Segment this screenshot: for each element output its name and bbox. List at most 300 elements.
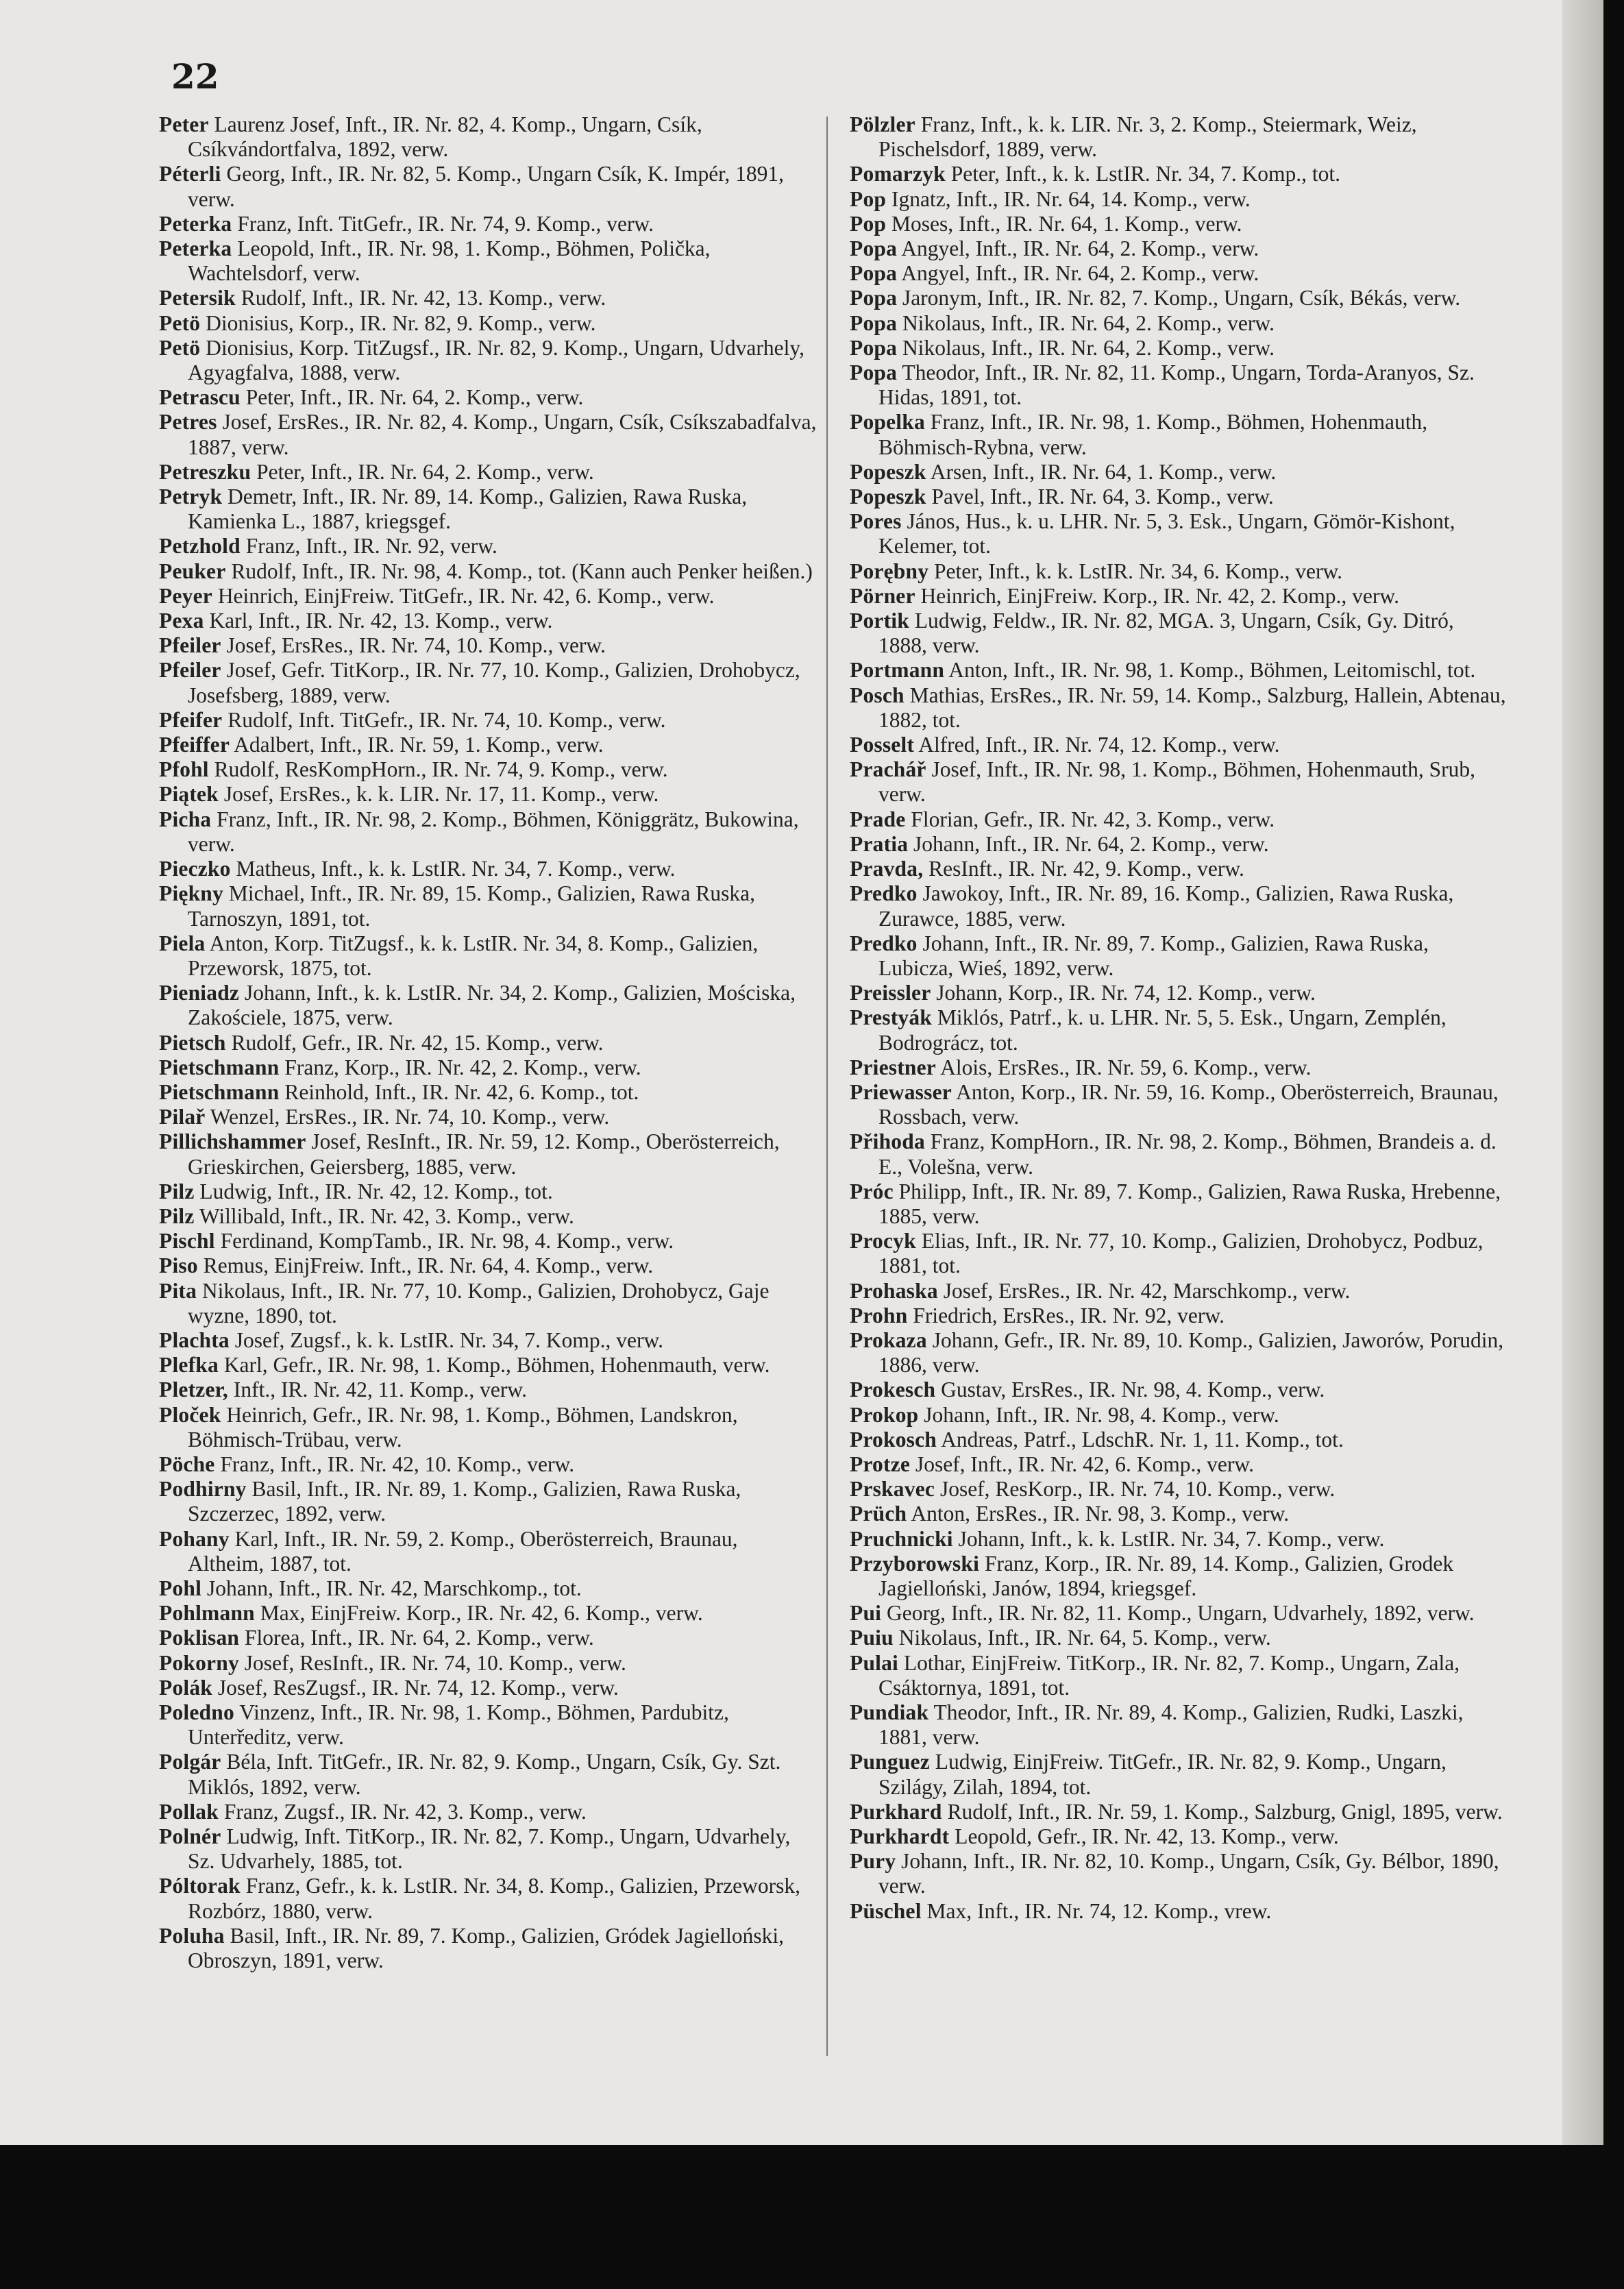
page-number: 22	[171, 56, 219, 97]
list-entry	[850, 509, 1508, 559]
entry-details: Franz, Inft., IR. Nr. 98, 2. Komp., Böhmen, Königgrätz, Bukowina, verw.	[188, 807, 799, 856]
entry-details: Anton, ErsRes., IR. Nr. 98, 3. Komp., verw.	[911, 1502, 1290, 1526]
list-entry	[850, 1527, 1508, 1552]
list-entry	[159, 807, 817, 857]
list-entry	[159, 584, 817, 609]
entry-details: Josef, ResZugsf., IR. Nr. 74, 12. Komp., verw.	[217, 1675, 619, 1700]
list-entry	[159, 1651, 817, 1676]
list-entry	[850, 832, 1508, 857]
entry-details: Heinrich, EinjFreiw. TitGefr., IR. Nr. 42, 6. Komp., verw.	[217, 583, 715, 608]
entry-surname: Picha	[159, 807, 212, 831]
entry-surname: Pollak	[159, 1799, 219, 1824]
entry-details: Johann, Inft., IR. Nr. 42, Marschkomp., tot.	[206, 1576, 582, 1600]
list-entry	[850, 584, 1508, 609]
entry-surname: Prokaza	[850, 1327, 927, 1352]
list-entry	[159, 1800, 817, 1824]
entry-surname: Peter	[159, 112, 209, 136]
list-entry	[159, 1626, 817, 1650]
entry-surname: Pury	[850, 1849, 896, 1874]
entry-surname: Ploček	[159, 1402, 221, 1427]
list-entry	[159, 931, 817, 981]
list-entry	[850, 1626, 1508, 1650]
list-entry	[850, 286, 1508, 310]
entry-details: Friedrich, ErsRes., IR. Nr. 92, verw.	[913, 1303, 1225, 1327]
entry-details: Heinrich, Gefr., IR. Nr. 98, 1. Komp., Böhmen, Landskron, Böhmisch-Trübau, verw.	[188, 1402, 738, 1452]
entry-details: Mathias, ErsRes., IR. Nr. 59, 14. Komp., Salzburg, Hallein, Abtenau, 1882, tot.	[878, 683, 1506, 732]
list-entry	[850, 1552, 1508, 1601]
list-entry	[159, 1477, 817, 1526]
entry-surname: Popa	[850, 261, 898, 286]
entry-surname: Posch	[850, 683, 905, 707]
entry-details: Florian, Gefr., IR. Nr. 42, 3. Komp., verw.	[911, 807, 1275, 831]
list-entry	[159, 1924, 817, 1973]
list-entry	[850, 162, 1508, 186]
entry-surname: Polnér	[159, 1824, 221, 1849]
list-entry	[850, 807, 1508, 832]
entry-surname: Peterka	[159, 236, 232, 261]
entry-surname: Portmann	[850, 658, 945, 683]
list-entry	[159, 981, 817, 1030]
entry-details: Basil, Inft., IR. Nr. 89, 7. Komp., Galizien, Gródek Jagielloński, Obroszyn, 1891, verw.	[188, 1923, 784, 1973]
list-entry	[850, 931, 1508, 981]
entry-surname: Polgár	[159, 1750, 221, 1774]
entry-details: Karl, Inft., IR. Nr. 42, 13. Komp., verw.	[209, 609, 553, 633]
entry-surname: Pfeiler	[159, 658, 221, 683]
list-entry	[850, 1378, 1508, 1402]
list-entry	[850, 1055, 1508, 1080]
entry-surname: Piela	[159, 931, 206, 955]
list-entry	[159, 757, 817, 782]
entry-surname: Pexa	[159, 609, 204, 633]
entry-details: Franz, Inft., IR. Nr. 92, verw.	[245, 534, 497, 559]
list-entry	[159, 212, 817, 236]
list-entry	[850, 733, 1508, 757]
list-entry	[159, 1601, 817, 1626]
entry-surname: Přihoda	[850, 1129, 925, 1154]
entry-details: Franz, Inft. TitGefr., IR. Nr. 74, 9. Komp., verw.	[237, 211, 654, 236]
entry-surname: Purkhard	[850, 1799, 942, 1824]
entry-surname: Polák	[159, 1675, 213, 1700]
list-entry	[850, 658, 1508, 683]
entry-details: Nikolaus, Inft., IR. Nr. 64, 2. Komp., verw.	[902, 335, 1275, 360]
list-entry	[159, 460, 817, 485]
list-entry	[850, 187, 1508, 212]
entry-surname: Popelka	[850, 410, 925, 434]
entry-surname: Plachta	[159, 1327, 230, 1352]
list-entry	[850, 1477, 1508, 1502]
entry-details: Rudolf, Inft., IR. Nr. 42, 13. Komp., verw.	[241, 286, 606, 310]
list-entry	[850, 1601, 1508, 1626]
entry-surname: Popeszk	[850, 485, 926, 509]
list-entry	[159, 1750, 817, 1799]
entry-surname: Peyer	[159, 583, 212, 608]
page-edge	[1562, 0, 1603, 2145]
entry-details: Johann, Inft., k. k. LstIR. Nr. 34, 2. Komp., Galizien, Mościska, Zakościele, 1875, verw.	[188, 981, 796, 1030]
entry-details: Philipp, Inft., IR. Nr. 89, 7. Komp., Galizien, Rawa Ruska, Hrebenne, 1885, verw.	[878, 1179, 1501, 1228]
list-entry	[159, 385, 817, 410]
entry-details: Josef, Gefr. TitKorp., IR. Nr. 77, 10. Komp., Galizien, Drohobycz, Josefsberg, 1889, verw.	[188, 658, 800, 707]
entry-surname: Petzhold	[159, 534, 241, 559]
entry-surname: Pietsch	[159, 1030, 226, 1055]
entry-surname: Pieczko	[159, 857, 231, 881]
list-entry	[159, 162, 817, 211]
entry-surname: Prohaska	[850, 1278, 938, 1303]
entry-details: Alois, ErsRes., IR. Nr. 59, 6. Komp., verw.	[940, 1055, 1312, 1079]
entry-details: Peter, Inft., k. k. LstIR. Nr. 34, 7. Komp., tot.	[950, 162, 1341, 186]
entry-surname: Petersik	[159, 286, 236, 310]
entry-details: Peter, Inft., IR. Nr. 64, 2. Komp., verw.	[245, 385, 584, 410]
entry-surname: Pletzer,	[159, 1378, 228, 1402]
entry-details: Johann, Korp., IR. Nr. 74, 12. Komp., verw.	[936, 981, 1316, 1005]
list-entry	[850, 1452, 1508, 1477]
list-entry	[159, 658, 817, 707]
entry-surname: Purkhardt	[850, 1824, 950, 1849]
list-entry	[850, 1229, 1508, 1278]
entry-details: Josef, Inft., IR. Nr. 98, 1. Komp., Böhmen, Hohenmauth, Srub, verw.	[878, 757, 1476, 807]
entry-surname: Prokesch	[850, 1378, 936, 1402]
entry-surname: Prskavec	[850, 1477, 935, 1502]
entry-details: Franz, Korp., IR. Nr. 42, 2. Komp., verw.	[284, 1055, 641, 1079]
entry-details: Michael, Inft., IR. Nr. 89, 15. Komp., Galizien, Rawa Ruska, Tarnoszyn, 1891, tot.	[188, 881, 755, 931]
list-entry	[850, 683, 1508, 733]
list-entry	[159, 1055, 817, 1080]
list-entry	[159, 1031, 817, 1055]
entry-details: Johann, Inft., IR. Nr. 98, 4. Komp., verw.	[924, 1402, 1279, 1427]
entry-details: Rudolf, Gefr., IR. Nr. 42, 15. Komp., verw.	[231, 1030, 604, 1055]
entry-surname: Pokorny	[159, 1650, 239, 1675]
entry-details: Peter, Inft., IR. Nr. 64, 2. Komp., verw.	[256, 459, 594, 484]
entry-surname: Pietschmann	[159, 1055, 280, 1079]
entry-details: Franz, Inft., IR. Nr. 42, 10. Komp., verw.	[220, 1452, 575, 1476]
entry-surname: Pilz	[159, 1179, 195, 1203]
list-entry	[159, 485, 817, 534]
entry-surname: Pfeiler	[159, 633, 221, 658]
entry-details: Nikolaus, Inft., IR. Nr. 64, 2. Komp., verw.	[902, 310, 1275, 335]
entry-surname: Poklisan	[159, 1626, 240, 1650]
entry-surname: Prokop	[850, 1402, 919, 1427]
list-entry	[850, 112, 1508, 162]
entry-surname: Pfohl	[159, 757, 209, 782]
entry-surname: Pfeiffer	[159, 733, 230, 757]
entry-details: Max, EinjFreiw. Korp., IR. Nr. 42, 6. Komp., verw.	[260, 1601, 703, 1626]
list-entry	[159, 1179, 817, 1204]
list-entry	[850, 757, 1508, 807]
entry-surname: Piątek	[159, 782, 219, 807]
list-entry	[159, 1700, 817, 1750]
entry-details: Heinrich, EinjFreiw. Korp., IR. Nr. 42, 2. Komp., verw.	[920, 583, 1399, 608]
entry-details: Angyel, Inft., IR. Nr. 64, 2. Komp., verw.	[901, 261, 1259, 286]
entry-details: Remus, EinjFreiw. Inft., IR. Nr. 64, 4. Komp., verw.	[203, 1253, 654, 1278]
entry-details: Dionisius, Korp., IR. Nr. 82, 9. Komp., verw.	[206, 310, 596, 335]
entry-surname: Petres	[159, 410, 217, 434]
list-entry	[850, 460, 1508, 485]
entry-details: Anton, Korp. TitZugsf., k. k. LstIR. Nr. 34, 8. Komp., Galizien, Przeworsk, 1875, tot.	[188, 931, 759, 980]
list-entry	[159, 336, 817, 385]
list-entry	[159, 1874, 817, 1923]
entry-surname: Petö	[159, 335, 201, 360]
entry-details: Franz, Zugsf., IR. Nr. 42, 3. Komp., verw.	[223, 1799, 587, 1824]
entry-surname: Poledno	[159, 1700, 234, 1724]
entry-surname: Pilař	[159, 1105, 206, 1129]
list-entry	[850, 1700, 1508, 1750]
entry-details: Georg, Inft., IR. Nr. 82, 5. Komp., Ungarn Csík, K. Impér, 1891, verw.	[188, 162, 785, 211]
entry-details: Ludwig, Feldw., IR. Nr. 82, MGA. 3, Ungarn, Csík, Gy. Ditró, 1888, verw.	[878, 609, 1454, 658]
list-entry	[850, 336, 1508, 360]
entry-surname: Prade	[850, 807, 906, 831]
entry-details: Georg, Inft., IR. Nr. 82, 11. Komp., Ungarn, Udvarhely, 1892, verw.	[887, 1601, 1475, 1626]
entry-details: Josef, ResInft., IR. Nr. 74, 10. Komp., verw.	[244, 1650, 626, 1675]
entry-details: Pavel, Inft., IR. Nr. 64, 3. Komp., verw.	[931, 485, 1274, 509]
entry-details: Karl, Inft., IR. Nr. 59, 2. Komp., Oberösterreich, Braunau, Altheim, 1887, tot.	[188, 1526, 738, 1576]
entry-details: Josef, ErsRes., k. k. LIR. Nr. 17, 11. Komp., verw.	[223, 782, 659, 807]
entry-details: Demetr, Inft., IR. Nr. 89, 14. Komp., Galizien, Rawa Ruska, Kamienka L., 1887, kriegsgef.	[188, 485, 748, 534]
list-entry	[159, 1403, 817, 1452]
list-entry	[850, 311, 1508, 336]
entry-surname: Pundiak	[850, 1700, 929, 1724]
list-entry	[159, 733, 817, 757]
list-entry	[159, 1353, 817, 1378]
entry-surname: Priewasser	[850, 1079, 952, 1104]
list-entry	[850, 1899, 1508, 1924]
list-entry	[850, 485, 1508, 509]
entry-surname: Pillichshammer	[159, 1129, 306, 1154]
entry-surname: Pui	[850, 1601, 882, 1626]
entry-surname: Pöche	[159, 1452, 215, 1476]
right-column	[850, 112, 1508, 1924]
entry-details: Florea, Inft., IR. Nr. 64, 2. Komp., verw.	[245, 1626, 594, 1650]
entry-details: Laurenz Josef, Inft., IR. Nr. 82, 4. Komp., Ungarn, Csík, Csíkvándortfalva, 1892, verw.	[188, 112, 702, 162]
entry-surname: Predko	[850, 931, 918, 955]
entry-surname: Prestyák	[850, 1005, 933, 1030]
list-entry	[159, 559, 817, 584]
entry-surname: Pohany	[159, 1526, 230, 1551]
list-entry	[159, 1452, 817, 1477]
entry-details: Elias, Inft., IR. Nr. 77, 10. Komp., Galizien, Drohobycz, Podbuz, 1881, tot.	[878, 1229, 1484, 1278]
entry-surname: Pohlmann	[159, 1601, 255, 1626]
entry-details: Franz, Inft., k. k. LIR. Nr. 3, 2. Komp., Steiermark, Weiz, Pischelsdorf, 1889, verw.	[878, 112, 1417, 162]
entry-details: Johann, Inft., IR. Nr. 64, 2. Komp., verw.	[913, 831, 1269, 856]
list-entry	[159, 1328, 817, 1353]
entry-details: Rudolf, ResKompHorn., IR. Nr. 74, 9. Komp., verw.	[214, 757, 668, 782]
entry-details: Ferdinand, KompTamb., IR. Nr. 98, 4. Komp., verw.	[220, 1229, 674, 1253]
entry-surname: Peuker	[159, 559, 226, 583]
entry-details: Dionisius, Korp. TitZugsf., IR. Nr. 82, 9. Komp., Ungarn, Udvarhely, Agyagfalva, 1888, verw.	[188, 335, 804, 385]
list-entry	[159, 1229, 817, 1253]
entry-surname: Popeszk	[850, 459, 926, 484]
entry-details: Ludwig, Inft. TitKorp., IR. Nr. 82, 7. Komp., Ungarn, Udvarhely, Sz. Udvarhely, 1885, tot.	[188, 1824, 791, 1874]
list-entry	[850, 236, 1508, 261]
entry-details: Ignatz, Inft., IR. Nr. 64, 14. Komp., verw.	[891, 186, 1251, 211]
list-entry	[850, 1303, 1508, 1328]
entry-surname: Protze	[850, 1452, 911, 1476]
list-entry	[850, 1849, 1508, 1898]
entry-surname: Predko	[850, 881, 918, 906]
list-entry	[850, 881, 1508, 931]
list-entry	[850, 261, 1508, 286]
entry-details: Willibald, Inft., IR. Nr. 42, 3. Komp., verw.	[199, 1203, 574, 1228]
entry-details: Reinhold, Inft., IR. Nr. 42, 6. Komp., tot.	[284, 1079, 639, 1104]
entry-details: Rudolf, Inft. TitGefr., IR. Nr. 74, 10. Komp., verw.	[227, 707, 666, 732]
entry-surname: Pischl	[159, 1229, 215, 1253]
list-entry	[159, 1676, 817, 1700]
entry-surname: Posselt	[850, 733, 915, 757]
list-entry	[159, 782, 817, 807]
entry-details: Arsen, Inft., IR. Nr. 64, 1. Komp., verw.	[930, 459, 1277, 484]
entry-details: Rudolf, Inft., IR. Nr. 98, 4. Komp., tot. (Kann auch Penker heißen.)	[231, 559, 813, 583]
entry-surname: Priestner	[850, 1055, 936, 1079]
list-entry	[159, 609, 817, 633]
column-divider	[826, 117, 828, 2056]
entry-details: Jaronym, Inft., IR. Nr. 82, 7. Komp., Ungarn, Csík, Békás, verw.	[902, 286, 1461, 310]
entry-surname: Póltorak	[159, 1874, 241, 1898]
entry-surname: Pores	[850, 509, 902, 534]
entry-surname: Preissler	[850, 981, 931, 1005]
list-entry	[850, 559, 1508, 584]
list-entry	[850, 609, 1508, 658]
entry-details: Moses, Inft., IR. Nr. 64, 1. Komp., verw.	[891, 211, 1242, 236]
entry-details: Johann, Gefr., IR. Nr. 89, 10. Komp., Galizien, Jaworów, Porudin, 1886, verw.	[878, 1327, 1504, 1378]
entry-details: Nikolaus, Inft., IR. Nr. 64, 5. Komp., verw.	[898, 1626, 1271, 1650]
entry-details: Lothar, EinjFreiw. TitKorp., IR. Nr. 82, 7. Komp., Ungarn, Zala, Csáktornya, 1891, tot.	[878, 1650, 1460, 1700]
list-entry	[159, 534, 817, 559]
entry-details: Leopold, Inft., IR. Nr. 98, 1. Komp., Böhmen, Polička, Wachtelsdorf, verw.	[188, 236, 711, 286]
entry-surname: Prüch	[850, 1502, 907, 1526]
entry-details: Matheus, Inft., k. k. LstIR. Nr. 34, 7. Komp., verw.	[236, 857, 676, 881]
entry-details: Johann, Inft., IR. Nr. 82, 10. Komp., Ungarn, Csík, Gy. Bélbor, 1890, verw.	[878, 1849, 1499, 1898]
entry-surname: Pomarzyk	[850, 162, 946, 186]
entry-surname: Pravda,	[850, 857, 924, 881]
entry-details: ResInft., IR. Nr. 42, 9. Komp., verw.	[928, 857, 1244, 881]
entry-details: Josef, ResInft., IR. Nr. 59, 12. Komp., Oberösterreich, Grieskirchen, Geiersberg, 1885, verw.	[188, 1129, 780, 1179]
list-entry	[850, 1328, 1508, 1378]
entry-surname: Petryk	[159, 485, 223, 509]
list-entry	[850, 1502, 1508, 1526]
entry-surname: Pratia	[850, 831, 909, 856]
list-entry	[159, 1129, 817, 1179]
entry-surname: Próc	[850, 1179, 894, 1203]
entry-surname: Pulai	[850, 1650, 899, 1675]
entry-details: Adalbert, Inft., IR. Nr. 59, 1. Komp., verw.	[234, 733, 604, 757]
list-entry	[159, 236, 817, 286]
list-entry	[850, 1179, 1508, 1229]
entry-surname: Pieniadz	[159, 981, 240, 1005]
list-entry	[159, 1576, 817, 1601]
entry-details: Alfred, Inft., IR. Nr. 74, 12. Komp., verw.	[918, 733, 1280, 757]
list-entry	[159, 410, 817, 459]
entry-surname: Piso	[159, 1253, 198, 1278]
list-entry	[159, 1253, 817, 1278]
entry-surname: Pruchnicki	[850, 1526, 953, 1551]
list-entry	[159, 1527, 817, 1576]
entry-details: Nikolaus, Inft., IR. Nr. 77, 10. Komp., Galizien, Drohobycz, Gaje wyzne, 1890, tot.	[188, 1278, 770, 1327]
entry-surname: Petö	[159, 310, 201, 335]
entry-surname: Pohl	[159, 1576, 202, 1600]
entry-details: Max, Inft., IR. Nr. 74, 12. Komp., vrew.	[926, 1898, 1272, 1923]
entry-details: Gustav, ErsRes., IR. Nr. 98, 4. Komp., verw.	[941, 1378, 1325, 1402]
list-entry	[850, 360, 1508, 410]
list-entry	[850, 410, 1508, 459]
entry-details: Inft., IR. Nr. 42, 11. Komp., verw.	[233, 1378, 527, 1402]
entry-surname: Peterka	[159, 211, 232, 236]
list-entry	[159, 881, 817, 931]
list-entry	[850, 1080, 1508, 1129]
entry-surname: Plefka	[159, 1353, 219, 1378]
entry-details: Karl, Gefr., IR. Nr. 98, 1. Komp., Böhmen, Hohenmauth, verw.	[223, 1353, 770, 1378]
entry-details: János, Hus., k. u. LHR. Nr. 5, 3. Esk., Ungarn, Gömör-Kishont, Kelemer, tot.	[878, 509, 1455, 559]
entry-surname: Popa	[850, 286, 898, 310]
list-entry	[159, 857, 817, 881]
entry-details: Josef, ErsRes., IR. Nr. 42, Marschkomp., verw.	[943, 1278, 1351, 1303]
list-entry	[159, 112, 817, 162]
entry-surname: Pop	[850, 186, 887, 211]
entry-surname: Petreszku	[159, 459, 251, 484]
entry-surname: Péterli	[159, 162, 221, 186]
entry-surname: Prohn	[850, 1303, 908, 1327]
entry-details: Franz, KompHorn., IR. Nr. 98, 2. Komp., Böhmen, Brandeis a. d. E., Volešna, verw.	[878, 1129, 1497, 1179]
entry-surname: Piękny	[159, 881, 223, 906]
list-entry	[850, 1129, 1508, 1179]
list-entry	[159, 1204, 817, 1229]
entry-details: Anton, Inft., IR. Nr. 98, 1. Komp., Böhmen, Leitomischl, tot.	[948, 658, 1476, 683]
entry-details: Josef, Inft., IR. Nr. 42, 6. Komp., verw.	[915, 1452, 1254, 1476]
left-column	[159, 112, 817, 1973]
list-entry	[850, 1428, 1508, 1452]
entry-details: Franz, Inft., IR. Nr. 98, 1. Komp., Böhmen, Hohenmauth, Böhmisch-Rybna, verw.	[878, 410, 1428, 459]
list-entry	[850, 1824, 1508, 1849]
entry-surname: Popa	[850, 335, 898, 360]
list-entry	[850, 1750, 1508, 1799]
list-entry	[159, 708, 817, 733]
entry-details: Theodor, Inft., IR. Nr. 82, 11. Komp., Ungarn, Torda-Aranyos, Sz. Hidas, 1891, tot.	[878, 360, 1475, 410]
entry-surname: Pfeifer	[159, 707, 223, 732]
list-entry	[850, 212, 1508, 236]
entry-surname: Püschel	[850, 1898, 922, 1923]
entry-details: Ludwig, EinjFreiw. TitGefr., IR. Nr. 82, 9. Komp., Ungarn, Szilágy, Zilah, 1894, tot.	[878, 1750, 1447, 1799]
viewer-footer	[0, 2145, 1624, 2289]
list-entry	[850, 1279, 1508, 1303]
entry-surname: Pörner	[850, 583, 915, 608]
entry-surname: Popa	[850, 360, 898, 385]
entry-surname: Pop	[850, 211, 887, 236]
entry-surname: Poluha	[159, 1923, 225, 1948]
list-entry	[159, 1279, 817, 1328]
entry-surname: Pietschmann	[159, 1079, 280, 1104]
entry-surname: Popa	[850, 310, 898, 335]
entry-details: Josef, ErsRes., IR. Nr. 82, 4. Komp., Ungarn, Csík, Csíkszabadfalva, 1887, verw.	[188, 410, 817, 459]
list-entry	[850, 1651, 1508, 1700]
entry-surname: Pilz	[159, 1203, 195, 1228]
list-entry	[850, 1403, 1508, 1428]
entry-details: Johann, Inft., k. k. LstIR. Nr. 34, 7. Komp., verw.	[958, 1526, 1385, 1551]
entry-surname: Punguez	[850, 1750, 930, 1774]
entry-surname: Popa	[850, 236, 898, 261]
entry-surname: Porębny	[850, 559, 929, 583]
entry-details: Anton, Korp., IR. Nr. 59, 16. Komp., Oberösterreich, Braunau, Rossbach, verw.	[878, 1079, 1499, 1129]
list-entry	[850, 981, 1508, 1005]
entry-details: Rudolf, Inft., IR. Nr. 59, 1. Komp., Salzburg, Gnigl, 1895, verw.	[947, 1799, 1503, 1824]
entry-surname: Puiu	[850, 1626, 894, 1650]
entry-details: Peter, Inft., k. k. LstIR. Nr. 34, 6. Komp., verw.	[934, 559, 1343, 583]
list-entry	[159, 311, 817, 336]
entry-details: Josef, Zugsf., k. k. LstIR. Nr. 34, 7. Komp., verw.	[234, 1327, 664, 1352]
entry-surname: Pölzler	[850, 112, 915, 136]
entry-details: Josef, ResKorp., IR. Nr. 74, 10. Komp., verw.	[939, 1477, 1336, 1502]
entry-details: Vinzenz, Inft., IR. Nr. 98, 1. Komp., Böhmen, Pardubitz, Unterředitz, verw.	[188, 1700, 729, 1750]
entry-details: Jawokoy, Inft., IR. Nr. 89, 16. Komp., Galizien, Rawa Ruska, Zurawce, 1885, verw.	[878, 881, 1454, 931]
entry-details: Josef, ErsRes., IR. Nr. 74, 10. Komp., verw.	[226, 633, 606, 658]
entry-surname: Podhirny	[159, 1477, 247, 1502]
entry-surname: Pita	[159, 1278, 197, 1303]
